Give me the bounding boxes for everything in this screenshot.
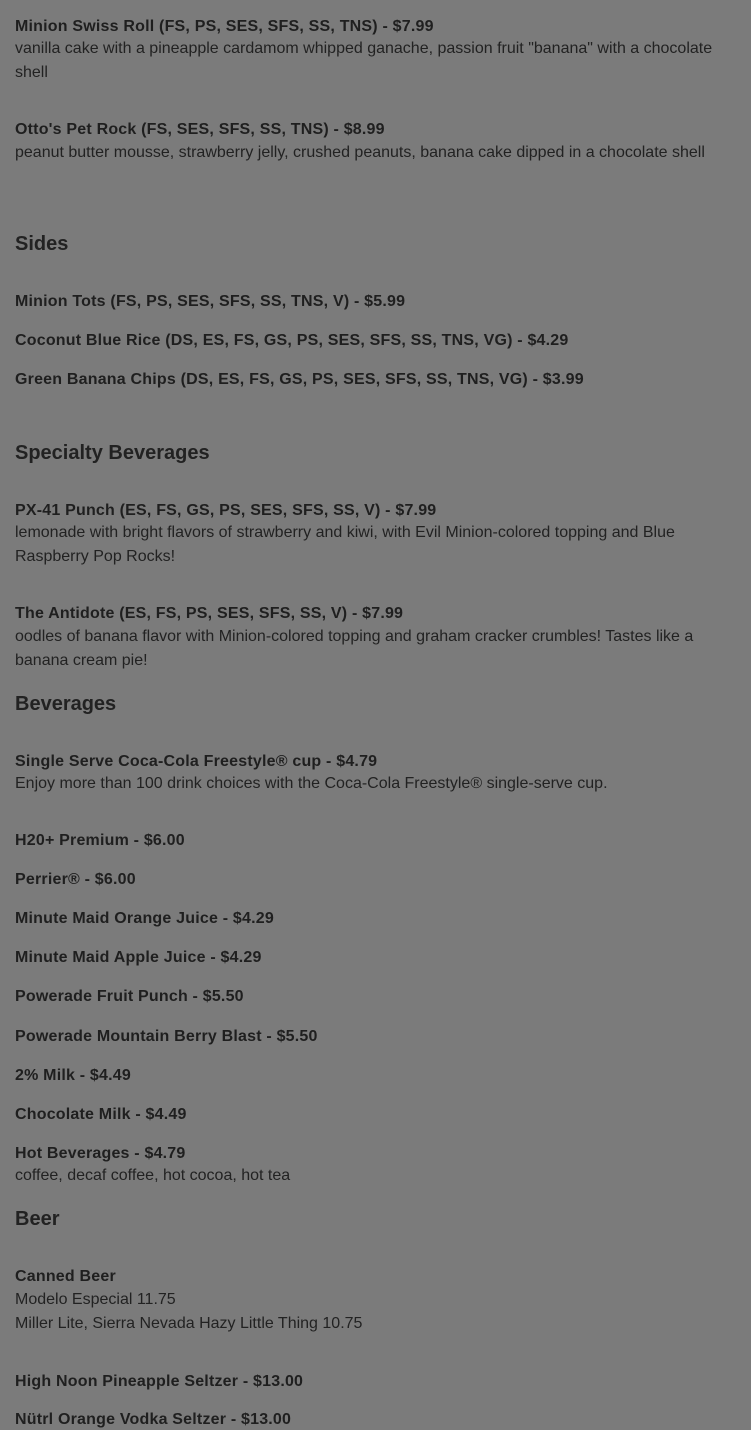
menu-item-title: Canned Beer bbox=[15, 1268, 116, 1285]
menu-item-title: High Noon Pineapple Seltzer - $13.00 bbox=[15, 1373, 304, 1390]
menu-item-description: vanilla cake with a pineapple cardamom whipped ganache, passion fruit "banana" with a chocolate shell bbox=[15, 40, 713, 81]
menu-item-title: Minute Maid Apple Juice - $4.29 bbox=[15, 949, 262, 966]
menu-item-title: Perrier® - $6.00 bbox=[15, 871, 136, 888]
menu-item-title: Nütrl Orange Vodka Seltzer - $13.00 bbox=[15, 1411, 292, 1428]
menu-item-title: PX-41 Punch (ES, FS, GS, PS, SES, SFS, SS, V) - $7.99 bbox=[15, 502, 437, 519]
menu-item-title: H20+ Premium - $6.00 bbox=[15, 832, 185, 849]
menu-item-description: Miller Lite, Sierra Nevada Hazy Little Thing 10.75 bbox=[15, 1315, 363, 1332]
section-heading-beverages: Beverages bbox=[15, 693, 117, 715]
section-heading-beer: Beer bbox=[15, 1208, 60, 1230]
menu-item-description: peanut butter mousse, strawberry jelly, crushed peanuts, banana cake dipped in a chocolate shell bbox=[15, 144, 705, 161]
section-heading-specialty-beverages: Specialty Beverages bbox=[15, 442, 210, 464]
menu-item-title: Chocolate Milk - $4.49 bbox=[15, 1106, 187, 1123]
section-heading-sides: Sides bbox=[15, 233, 69, 255]
menu-item-title: 2% Milk - $4.49 bbox=[15, 1067, 131, 1084]
menu-item-description: Enjoy more than 100 drink choices with the Coca-Cola Freestyle® single-serve cup. bbox=[15, 775, 608, 792]
menu-item-description: coffee, decaf coffee, hot cocoa, hot tea bbox=[15, 1167, 291, 1184]
menu-item-description: oodles of banana flavor with Minion-colored topping and graham cracker crumbles! Tastes like a banana cream pie! bbox=[15, 628, 694, 669]
menu-item-title: Otto's Pet Rock (FS, SES, SFS, SS, TNS) - $8.99 bbox=[15, 121, 385, 138]
menu-item-title: Minute Maid Orange Juice - $4.29 bbox=[15, 910, 274, 927]
menu-item-description: lemonade with bright flavors of strawberry and kiwi, with Evil Minion-colored topping and Blue Raspberry Pop Rocks! bbox=[15, 524, 675, 565]
menu-item-title: Minion Tots (FS, PS, SES, SFS, SS, TNS, V) - $5.99 bbox=[15, 293, 406, 310]
menu-item-title: Powerade Fruit Punch - $5.50 bbox=[15, 988, 244, 1005]
menu-item-title: Single Serve Coca-Cola Freestyle® cup - $4.79 bbox=[15, 753, 378, 770]
menu-item-description: Modelo Especial 11.75 bbox=[15, 1291, 176, 1308]
menu-item-title: Hot Beverages - $4.79 bbox=[15, 1145, 186, 1162]
menu-item-title: Green Banana Chips (DS, ES, FS, GS, PS, SES, SFS, SS, TNS, VG) - $3.99 bbox=[15, 371, 584, 388]
menu-item-title: Coconut Blue Rice (DS, ES, FS, GS, PS, SES, SFS, SS, TNS, VG) - $4.29 bbox=[15, 332, 569, 349]
menu-item-title: Minion Swiss Roll (FS, PS, SES, SFS, SS, TNS) - $7.99 bbox=[15, 18, 434, 35]
menu-item-title: Powerade Mountain Berry Blast - $5.50 bbox=[15, 1028, 318, 1045]
menu-item-title: The Antidote (ES, FS, PS, SES, SFS, SS, V) - $7.99 bbox=[15, 605, 404, 622]
